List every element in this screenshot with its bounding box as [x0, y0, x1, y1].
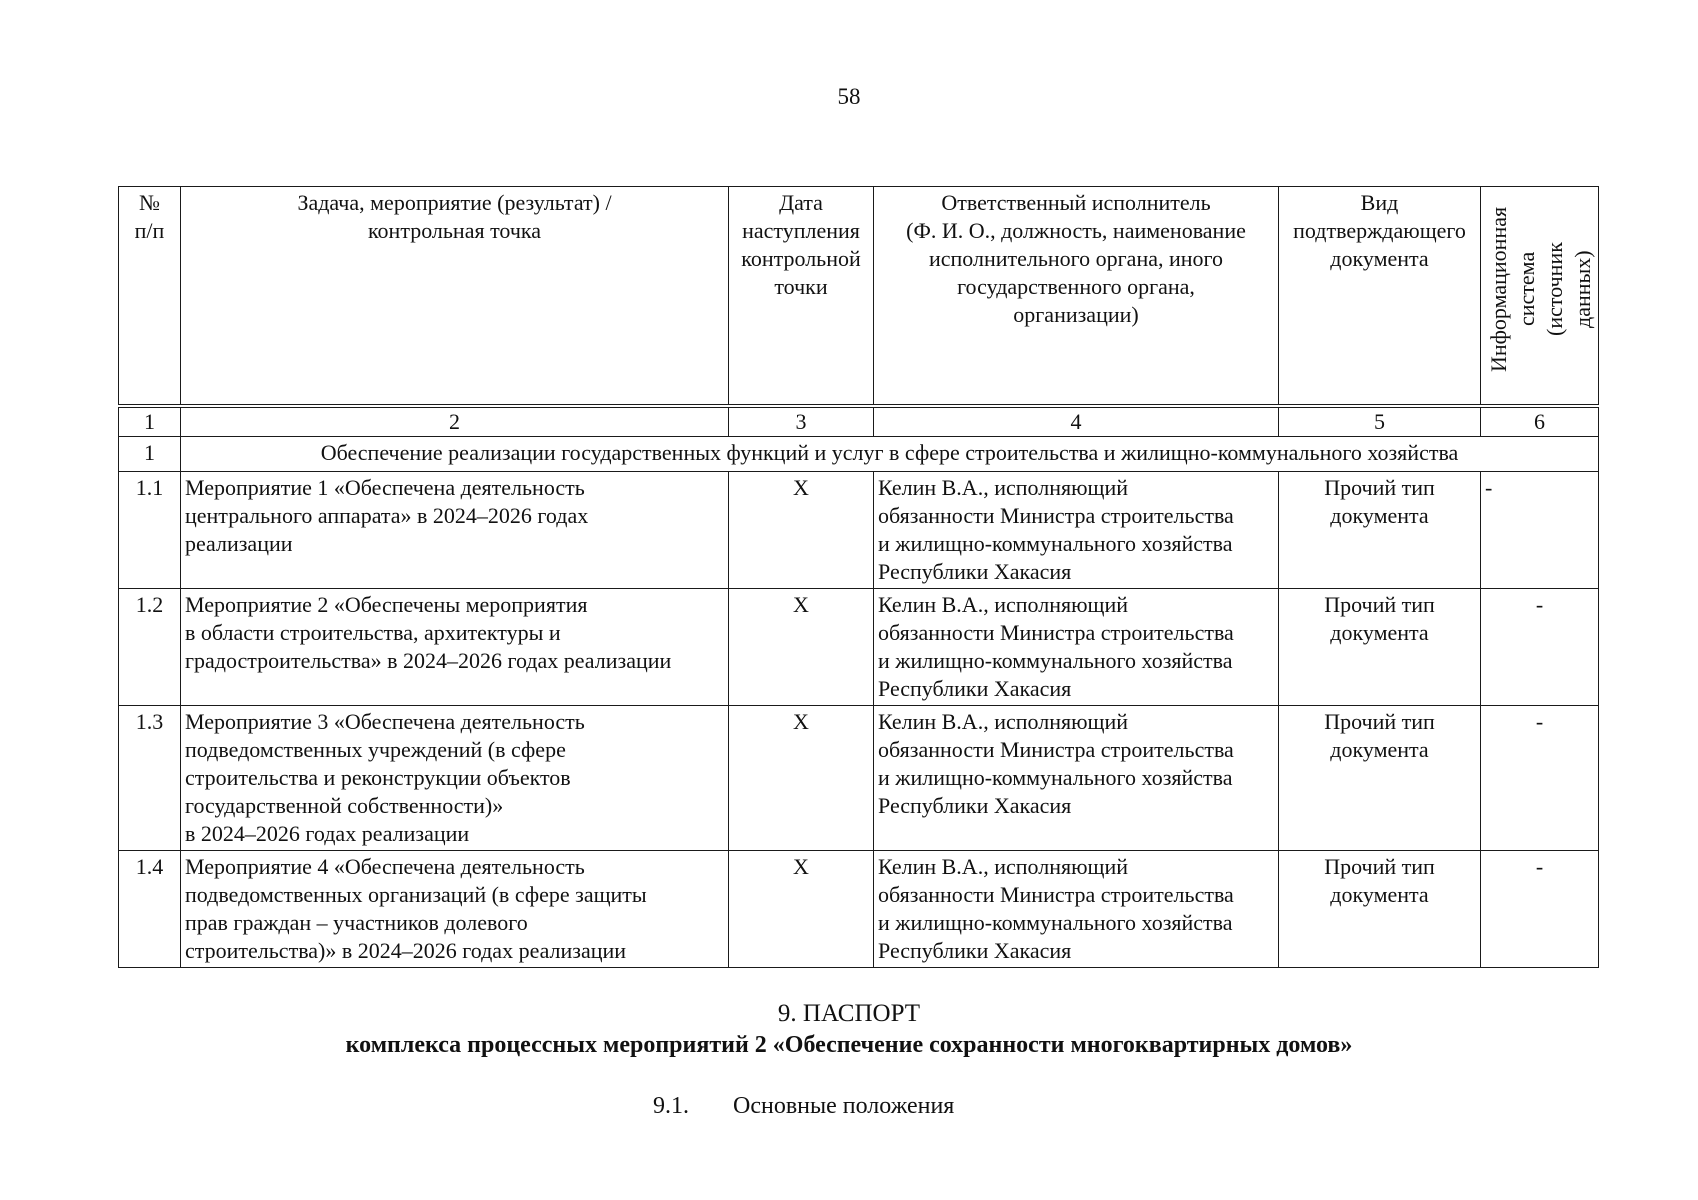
row-task: Мероприятие 3 «Обеспечена деятельность подведомственных учреждений (в сфере строительства и реконструкции объектов государственной собственности)» в 2024–2026 годах реализации	[181, 706, 729, 851]
row-task: Мероприятие 2 «Обеспечены мероприятия в области строительства, архитектуры и градостроительства» в 2024–2026 годах реализации	[181, 589, 729, 706]
row-task: Мероприятие 1 «Обеспечена деятельность центрального аппарата» в 2024–2026 годах реализации	[181, 472, 729, 589]
header-info-system-cell	[1481, 187, 1599, 405]
row-number: 1.1	[119, 472, 181, 589]
row-executor: Келин В.А., исполняющий обязанности Министра строительства и жилищно-коммунального хозяйства Республики Хакасия	[874, 472, 1279, 589]
row-doc-type: Прочий тип документа	[1279, 851, 1481, 968]
table-row	[119, 472, 1599, 589]
header-task: Задача, мероприятие (результат) / контрольная точка	[181, 187, 729, 405]
column-number-row	[119, 408, 1599, 437]
section-title: Обеспечение реализации государственных функций и услуг в сфере строительства и жилищно-коммунального хозяйства	[181, 437, 1599, 472]
page-number: 58	[837, 84, 861, 109]
row-executor: Келин В.А., исполняющий обязанности Министра строительства и жилищно-коммунального хозяйства Республики Хакасия	[874, 851, 1279, 968]
row-executor: Келин В.А., исполняющий обязанности Министра строительства и жилищно-коммунального хозяйства Республики Хакасия	[874, 589, 1279, 706]
table-header	[118, 186, 1599, 405]
table-row	[119, 706, 1599, 851]
table-body	[118, 407, 1599, 968]
header-executor: Ответственный исполнитель (Ф. И. О., должность, наименование исполнительного органа, иного государственного органа, организации)	[874, 187, 1279, 405]
row-number: 1.4	[119, 851, 181, 968]
column-number: 5	[1279, 408, 1481, 437]
row-info-system: -	[1481, 589, 1599, 706]
row-date: X	[729, 472, 874, 589]
table-row	[119, 851, 1599, 968]
passport-title: 9. ПАСПОРТ	[777, 1000, 921, 1027]
row-info-system: -	[1481, 851, 1599, 968]
row-number: 1.2	[119, 589, 181, 706]
column-number: 1	[119, 408, 181, 437]
table-row	[119, 589, 1599, 706]
header-info-system: Информационная система (источник данных)	[1486, 206, 1595, 372]
row-executor: Келин В.А., исполняющий обязанности Министра строительства и жилищно-коммунального хозяйства Республики Хакасия	[874, 706, 1279, 851]
subsection-title: Основные положения	[733, 1093, 955, 1119]
section-number: 1	[119, 437, 181, 472]
row-date: X	[729, 851, 874, 968]
column-number: 6	[1481, 408, 1599, 437]
row-info-system: -	[1481, 706, 1599, 851]
row-number: 1.3	[119, 706, 181, 851]
header-number: № п/п	[119, 187, 181, 405]
row-task: Мероприятие 4 «Обеспечена деятельность подведомственных организаций (в сфере защиты прав граждан – участников долевого строительства)» в 2024–2026 годах реализации	[181, 851, 729, 968]
section-row	[119, 437, 1599, 472]
row-info-system: -	[1481, 472, 1599, 589]
column-number: 2	[181, 408, 729, 437]
subsection-number: 9.1.	[653, 1093, 689, 1119]
row-doc-type: Прочий тип документа	[1279, 472, 1481, 589]
row-doc-type: Прочий тип документа	[1279, 706, 1481, 851]
passport-subtitle: комплекса процессных мероприятий 2 «Обеспечение сохранности многоквартирных домов»	[345, 1032, 1353, 1058]
header-doc-type: Вид подтверждающего документа	[1279, 187, 1481, 405]
column-number: 3	[729, 408, 874, 437]
row-date: X	[729, 706, 874, 851]
column-number: 4	[874, 408, 1279, 437]
subsection-heading	[653, 1093, 954, 1120]
header-date: Дата наступления контрольной точки	[729, 187, 874, 405]
row-date: X	[729, 589, 874, 706]
row-doc-type: Прочий тип документа	[1279, 589, 1481, 706]
